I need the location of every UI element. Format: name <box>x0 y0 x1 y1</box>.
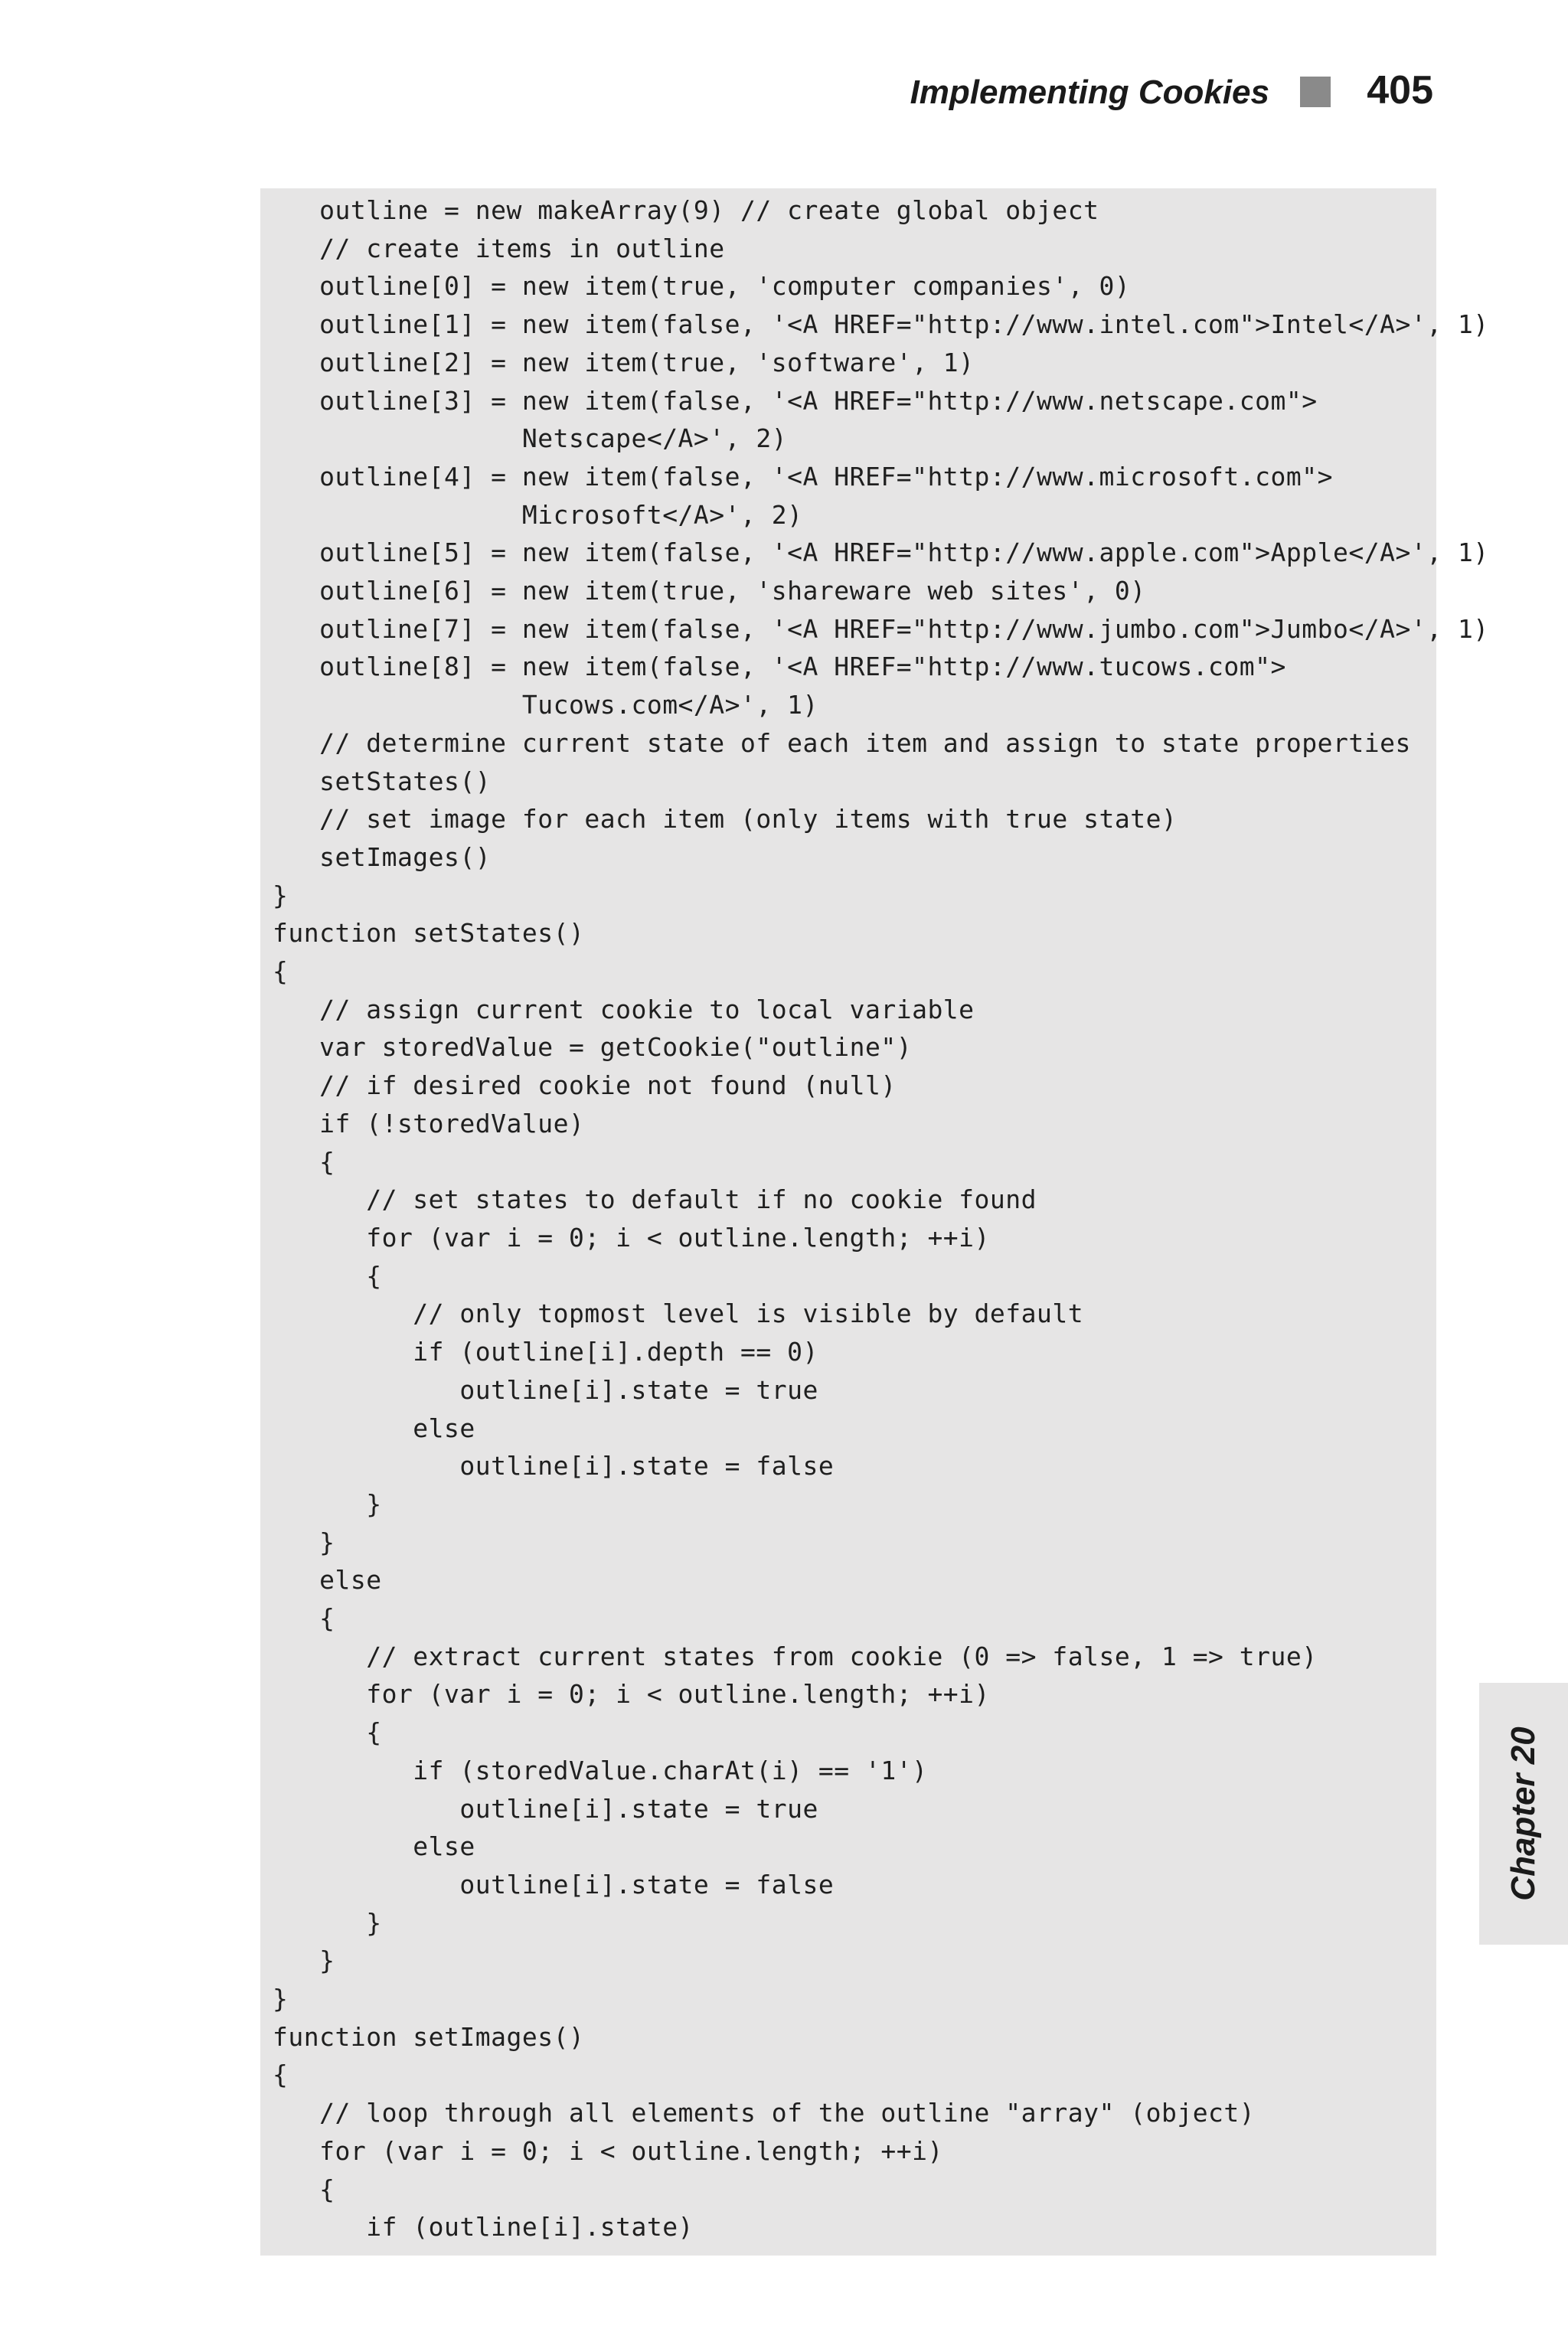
square-bullet-icon <box>1300 77 1331 107</box>
chapter-label: Chapter 20 <box>1504 1726 1542 1901</box>
page-number: 405 <box>1367 68 1433 113</box>
running-title: Implementing Cookies <box>910 74 1269 111</box>
chapter-thumb-tab <box>1479 1683 1568 1945</box>
code-listing-box <box>260 188 1489 2256</box>
code-listing: outline = new makeArray(9) // create global object // create items in outline outline[0] = new item(true, 'computer companies', 0) outline[1] = new item(false, '<A HREF="http://www.intel.com">Intel</A>', 1) outline[2] = new item(true, 'software', 1) outline[3] = new item(false, '<A HREF="http://www.netscape.com"> Netscape</A>', 2) outline[4] = new item(false, '<A HREF="http://www.microsoft.com"> Microsoft</A>', 2) outline[5] = new item(false, '<A HREF="http://www.apple.com">Apple</A>', 1) outline[6] = new item(true, 'shareware web sites', 0) outline[7] = new item(false, '<A HREF="http://www.jumbo.com">Jumbo</A>', 1) outline[8] = new item(false, '<A HREF="http://www.tucows.com"> Tucows.com</A>', 1) // determine current state of each item and assign to state properties setStates() // set image for each item (only items with true state) setImages() } function setStates() { // assign current cookie to local variable var storedValue = getCookie("outline") // if desired cookie not found (null) if (!storedValue) { // set states to default if no cookie found for (var i = 0; i < outline.length; ++i) { // only topmost level is visible by default if (outline[i].depth == 0) outline[i].state = true else outline[i].state = false } } else { // extract current states from cookie (0 => false, 1 => true) for (var i = 0; i < outline.length; ++i) { if (storedValue.charAt(i) == '1') outline[i].state = true else outline[i].state = false } } } function setImages() { // loop through all elements of the outline "array" (object) for (var i = 0; i < outline.length; ++i) { if (outline[i].state) <box>273 195 1489 2243</box>
running-head <box>0 67 1568 121</box>
